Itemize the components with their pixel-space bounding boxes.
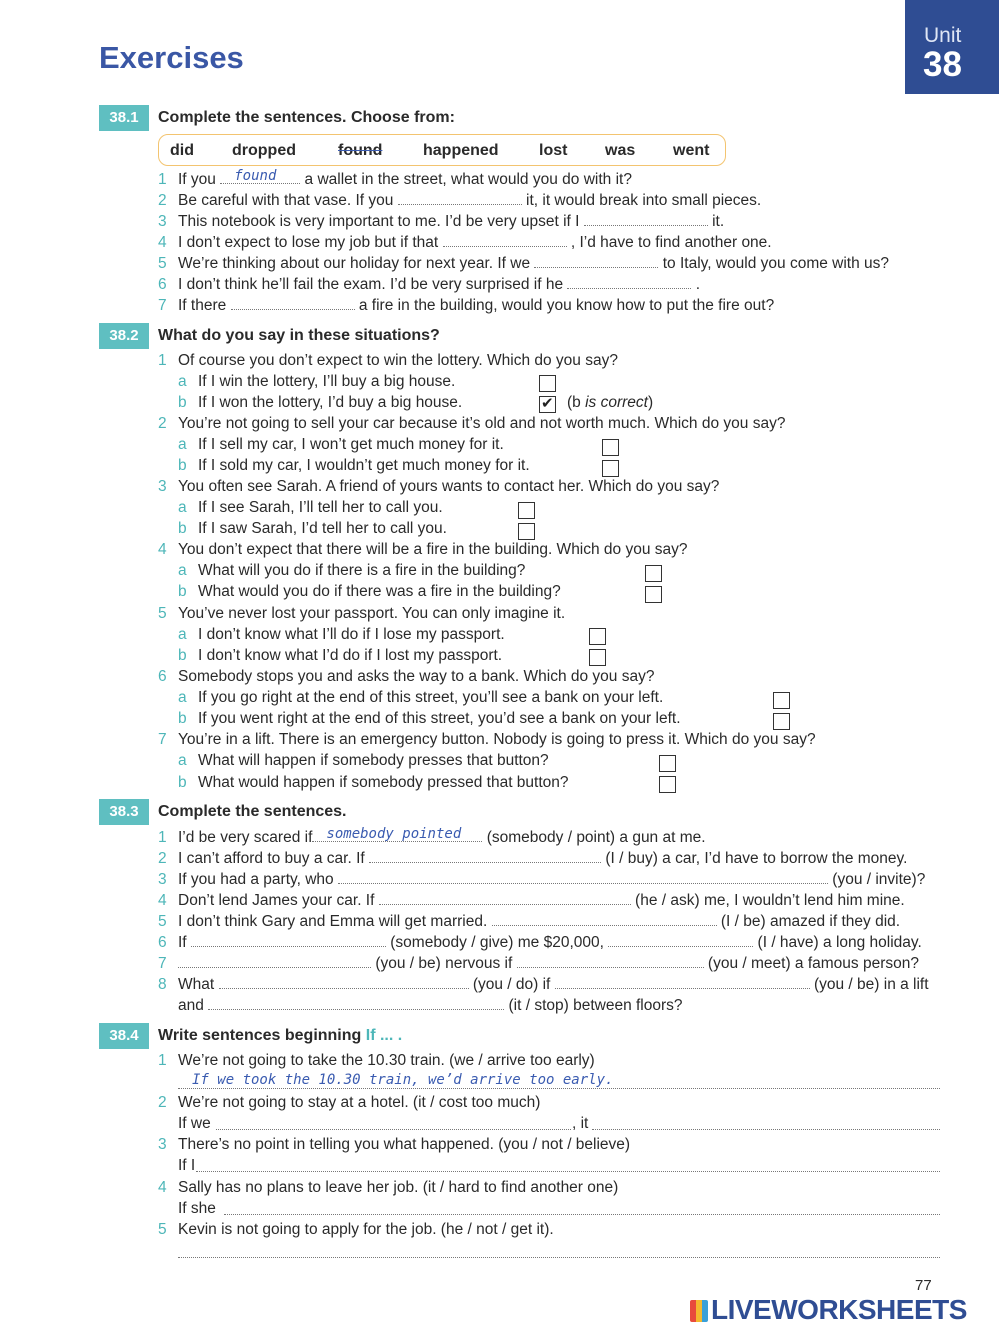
checkbox[interactable] — [645, 565, 662, 582]
exercise-line: 7 If there a fire in the building, would you know how to put the fire out? — [158, 297, 775, 314]
question: 5 You’ve never lost your passport. You can only imagine it. — [158, 605, 566, 622]
question: 6 Somebody stops you and asks the way to a bank. Which do you say? — [158, 668, 655, 685]
exercise-line: 6 If (somebody / give) me $20,000, (I / have) a long holiday. — [158, 934, 922, 951]
checkbox[interactable] — [518, 502, 535, 519]
word-option: went — [673, 142, 710, 159]
exercise-line: 5 I don’t think Gary and Emma will get married. (I / be) amazed if they did. — [158, 913, 901, 930]
checkbox-checked[interactable] — [539, 396, 556, 413]
option-a: a If I see Sarah, I’ll tell her to call you. — [178, 499, 443, 516]
page-title: Exercises — [99, 40, 244, 75]
answer-blank[interactable] — [608, 933, 753, 947]
answer-blank[interactable] — [492, 912, 717, 926]
question: 3 You often see Sarah. A friend of yours wants to contact her. Which do you say? — [158, 478, 720, 495]
handwritten-answer: somebody pointed — [326, 826, 462, 842]
option-a: a If I sell my car, I won’t get much money for it. — [178, 436, 504, 453]
answer-start: If we — [178, 1115, 211, 1132]
answer-blank[interactable] — [208, 996, 504, 1010]
answer-blank[interactable] — [338, 870, 828, 884]
option-b: b If I saw Sarah, I’d tell her to call you. — [178, 520, 447, 537]
answer-blank[interactable] — [555, 975, 810, 989]
handwritten-answer: found — [234, 168, 277, 184]
answer-blank[interactable] — [584, 212, 708, 226]
checkbox[interactable] — [659, 755, 676, 772]
answer-line[interactable] — [592, 1128, 940, 1130]
answer-blank[interactable] — [369, 849, 601, 863]
exercise-line: 2 Be careful with that vase. If you it, it would break into small pieces. — [158, 192, 762, 209]
liveworksheets-logo[interactable]: LIVEWORKSHEETS — [690, 1294, 967, 1326]
checkbox[interactable] — [602, 460, 619, 477]
checkbox[interactable] — [589, 649, 606, 666]
example-note: (b is correct) — [567, 394, 654, 411]
question: 1 Of course you don’t expect to win the lottery. Which do you say? — [158, 352, 618, 369]
answer-start: If I — [178, 1157, 196, 1174]
question: 5 Kevin is not going to apply for the job. (he / not / get it). — [158, 1221, 554, 1238]
word-option: happened — [423, 142, 499, 159]
answer-blank[interactable] — [379, 891, 631, 905]
answer-line[interactable] — [224, 1213, 940, 1215]
answer-blank[interactable] — [191, 933, 386, 947]
question: 2 You’re not going to sell your car because it’s old and not worth much. Which do you say? — [158, 415, 786, 432]
section-title: Write sentences beginning If ... . — [158, 1027, 403, 1044]
unit-word: Unit — [924, 24, 962, 47]
word-box — [158, 134, 726, 166]
word-option: did — [170, 142, 194, 159]
question: 7 You’re in a lift. There is an emergency button. Nobody is going to press it. Which do you say? — [158, 731, 816, 748]
exercise-line: 5 We’re thinking about our holiday for next year. If we to Italy, would you come with us? — [158, 255, 890, 272]
section-title: What do you say in these situations? — [158, 327, 440, 344]
answer-blank[interactable] — [220, 170, 300, 184]
section-title: Complete the sentences. Choose from: — [158, 109, 455, 126]
option-a: a What will happen if somebody presses that button? — [178, 752, 549, 769]
word-option: was — [605, 142, 636, 159]
answer-blank[interactable] — [312, 828, 482, 842]
question: 1 We’re not going to take the 10.30 train. (we / arrive too early) — [158, 1052, 595, 1069]
section-title: Complete the sentences. — [158, 803, 347, 820]
checkbox[interactable] — [602, 439, 619, 456]
unit-number: 38 — [923, 45, 962, 84]
exercise-line: 4 I don’t expect to lose my job but if that , I’d have to find another one. — [158, 234, 772, 251]
logo-icon — [690, 1300, 708, 1322]
option-b: b If I won the lottery, I’d buy a big house. — [178, 394, 463, 411]
page-number: 77 — [915, 1277, 932, 1294]
word-option: lost — [539, 142, 568, 159]
exercise-line: 7 (you / be) nervous if (you / meet) a famous person? — [158, 955, 919, 972]
checkbox[interactable] — [589, 628, 606, 645]
answer-blank[interactable] — [219, 975, 469, 989]
exercise-line: 3 This notebook is very important to me. I’d be very upset if I it. — [158, 213, 725, 230]
answer-line[interactable] — [196, 1170, 940, 1172]
exercise-line: 1 I’d be very scared if somebody pointed (somebody / point) a gun at me. — [158, 826, 706, 846]
option-a: a What will you do if there is a fire in the building? — [178, 562, 526, 579]
answer-blank[interactable] — [231, 296, 355, 310]
exercise-line: 2 I can’t afford to buy a car. If (I / buy) a car, I’d have to borrow the money. — [158, 850, 908, 867]
checkbox[interactable] — [659, 776, 676, 793]
question: 2 We’re not going to stay at a hotel. (it / cost too much) — [158, 1094, 541, 1111]
section-number: 38.3 — [99, 799, 149, 825]
answer-blank[interactable] — [517, 954, 704, 968]
checkbox[interactable] — [539, 375, 556, 392]
exercise-line: 1 If you found a wallet in the street, what would you do with it? — [158, 168, 632, 188]
answer-line[interactable] — [178, 1256, 940, 1258]
section-number: 38.1 — [99, 105, 149, 131]
question: 4 Sally has no plans to leave her job. (it / hard to find another one) — [158, 1179, 619, 1196]
exercise-line: and (it / stop) between floors? — [178, 997, 683, 1014]
answer-blank[interactable] — [178, 954, 371, 968]
word-option: dropped — [232, 142, 296, 159]
answer-blank[interactable] — [567, 275, 691, 289]
checkbox[interactable] — [645, 586, 662, 603]
answer-blank[interactable] — [443, 233, 567, 247]
checkbox[interactable] — [773, 713, 790, 730]
exercise-line: 8 What (you / do) if (you / be) in a lift — [158, 976, 929, 993]
question: 4 You don’t expect that there will be a fire in the building. Which do you say? — [158, 541, 688, 558]
option-b: b I don’t know what I’d do if I lost my passport. — [178, 647, 503, 664]
section-number: 38.2 — [99, 323, 149, 349]
option-b: b What would happen if somebody pressed that button? — [178, 774, 569, 791]
answer-blank[interactable] — [398, 191, 522, 205]
handwritten-answer: If we took the 10.30 train, we’d arrive too early. — [192, 1072, 614, 1088]
section-number: 38.4 — [99, 1023, 149, 1049]
unit-badge — [905, 0, 999, 94]
exercise-line: 3 If you had a party, who (you / invite)? — [158, 871, 926, 888]
exercise-line: 6 I don’t think he’ll fail the exam. I’d be very surprised if he . — [158, 276, 701, 293]
checkbox[interactable] — [518, 523, 535, 540]
answer-line[interactable] — [216, 1128, 571, 1130]
exercise-line: 4 Don’t lend James your car. If (he / ask) me, I wouldn’t lend him mine. — [158, 892, 905, 909]
option-a: a If I win the lottery, I’ll buy a big house. — [178, 373, 456, 390]
option-b: b If I sold my car, I wouldn’t get much money for it. — [178, 457, 530, 474]
answer-blank[interactable] — [534, 254, 658, 268]
checkbox[interactable] — [773, 692, 790, 709]
check-icon: ✔ — [541, 395, 554, 412]
option-b: b What would you do if there was a fire in the building? — [178, 583, 561, 600]
option-b: b If you went right at the end of this street, you’d see a bank on your left. — [178, 710, 681, 727]
question: 3 There’s no point in telling you what happened. (you / not / believe) — [158, 1136, 631, 1153]
answer-start: If she — [178, 1200, 216, 1217]
option-a: a If you go right at the end of this street, you’ll see a bank on your left. — [178, 689, 664, 706]
option-a: a I don’t know what I’ll do if I lose my passport. — [178, 626, 505, 643]
answer-middle: , it — [572, 1115, 589, 1132]
word-option-used: found — [338, 142, 383, 159]
